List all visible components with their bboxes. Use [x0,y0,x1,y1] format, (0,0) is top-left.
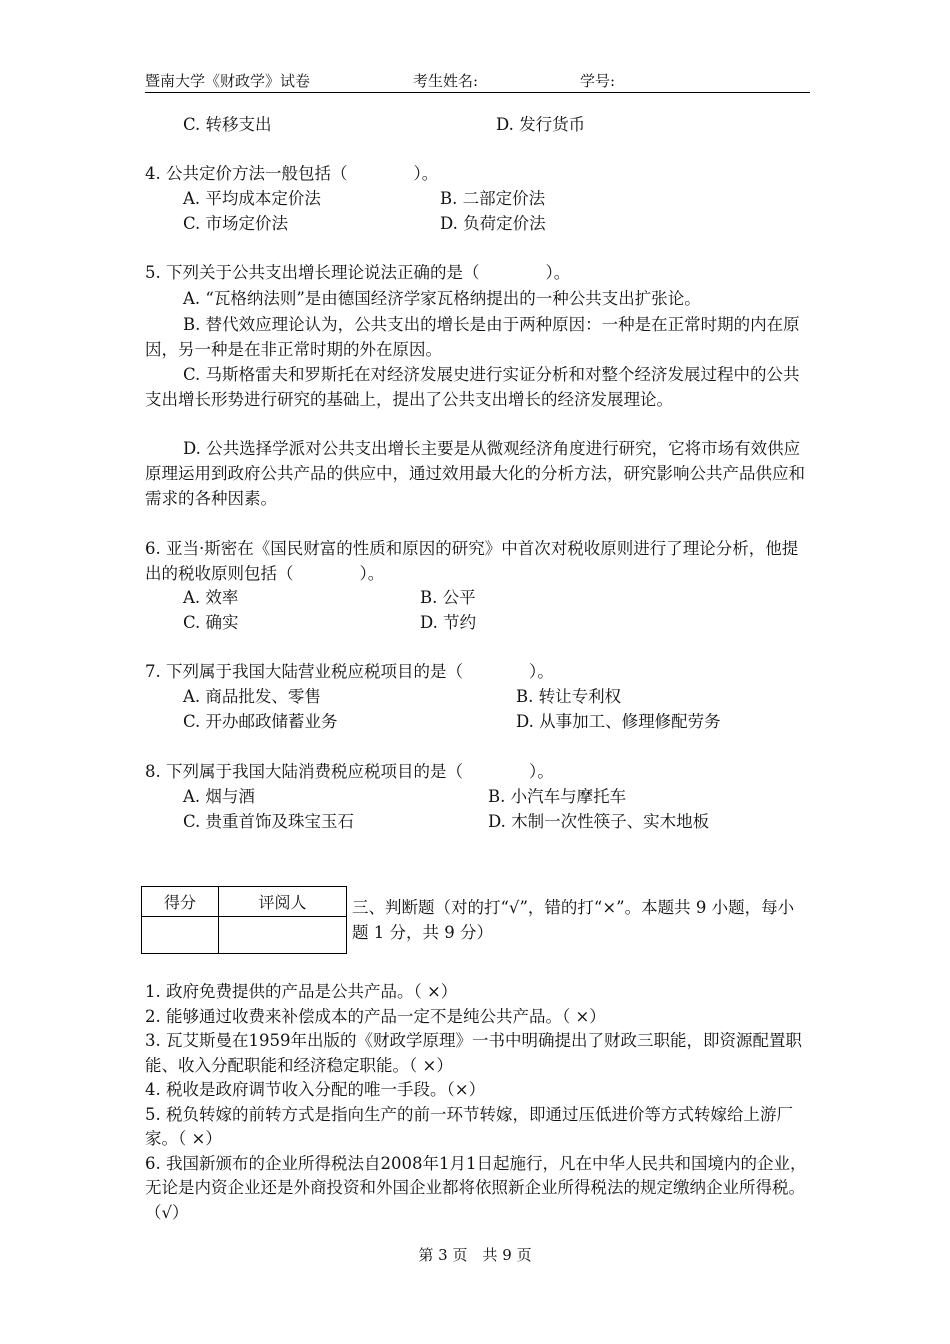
reviewer-header: 评阅人 [219,887,347,917]
page-header [145,70,810,93]
judgement-item-6: 6. 我国新颁布的企业所得税法自2008年1月1日起施行，凡在中华人民共和国境内的企业，无论是内资企业还是外商投资和外国企业都将依照新企业所得税法的规定缴纳企业所得税。（√） [145,1153,807,1222]
q7-option-a: A. 商品批发、零售 [183,687,321,706]
exam-title: 暨南大学《财政学》试卷 [145,72,311,90]
q6-stem: 6. 亚当·斯密在《国民财富的性质和原因的研究》中首次对税收原则进行了理论分析，他提出的税收原则包括（ ）。 [145,539,799,583]
judgement-list [145,980,810,1225]
section-3-title: 三、判断题（对的打“√”，错的打“×”。本题共 9 小题，每小题 1 分，共 9 分） [352,898,795,942]
q5-option-b: B. 替代效应理论认为，公共支出的增长是由于两种原因：一种是在正常时期的内在原因，另一种是在非正常时期的外在原因。 [145,315,800,359]
student-name-label: 考生姓名: [413,72,479,90]
q7-option-b: B. 转让专利权 [516,687,622,706]
q5-option-c: C. 马斯格雷夫和罗斯托在对经济发展史进行实证分析和对整个经济发展过程中的公共支出增长形势进行研究的基础上，提出了公共支出增长的经济发展理论。 [145,365,800,409]
q7-stem: 7. 下列属于我国大陆营业税应税项目的是（ ）。 [145,662,554,681]
judgement-item-4: 4. 税收是政府调节收入分配的唯一手段。（×） [145,1080,486,1099]
score-cell [142,917,219,954]
q3-option-c: C. 转移支出 [183,115,272,134]
student-id-label: 学号: [580,72,616,90]
score-table [141,886,347,954]
q5-option-d: D. 公共选择学派对公共支出增长主要是从微观经济角度进行研究，它将市场有效供应原理运用到政府公共产品的供应中，通过效用最大化的分析方法，研究影响公共产品供应和需求的各种因素。 [145,439,805,508]
judgement-item-3: 3. 瓦艾斯曼在1959年出版的《财政学原理》一书中明确提出了财政三职能，即资源配置职能、收入分配职能和经济稳定职能。（ ×） [145,1031,802,1075]
q4-option-d: D. 负荷定价法 [440,214,546,233]
q4-option-b: B. 二部定价法 [440,189,546,208]
q5-stem: 5. 下列关于公共支出增长理论说法正确的是（ ）。 [145,263,571,282]
q4-stem: 4. 公共定价方法一般包括（ ）。 [145,164,439,183]
q8-option-d: D. 木制一次性筷子、实木地板 [488,812,710,831]
page-number: 第 3 页 共 9 页 [418,1246,532,1264]
q4-option-c: C. 市场定价法 [183,214,289,233]
judgement-item-2: 2. 能够通过收费来补偿成本的产品一定不是纯公共产品。（ ×） [145,1006,606,1026]
score-header: 得分 [142,887,219,917]
reviewer-cell [219,917,347,954]
q6-option-c: C. 确实 [183,613,239,632]
q6-option-d: D. 节约 [420,613,477,632]
q8-option-a: A. 烟与酒 [183,787,255,806]
q7-option-d: D. 从事加工、修理修配劳务 [516,712,721,731]
q8-option-c: C. 贵重首饰及珠宝玉石 [183,812,355,831]
q6-option-a: A. 效率 [183,588,239,607]
judgement-item-5: 5. 税负转嫁的前转方式是指向生产的前一环节转嫁，即通过压低进价等方式转嫁给上游厂家。（ ×） [145,1104,793,1148]
q6-option-b: B. 公平 [420,588,476,607]
q4-option-a: A. 平均成本定价法 [183,189,321,208]
q5-option-a: A. “瓦格纳法则”是由德国经济学家瓦格纳提出的一种公共支出扩张论。 [183,289,701,308]
judgement-item-1: 1. 政府免费提供的产品是公共产品。（ ×） [145,982,458,1001]
q3-option-d: D. 发行货币 [496,115,586,134]
q8-stem: 8. 下列属于我国大陆消费税应税项目的是（ ）。 [145,762,554,781]
q7-option-c: C. 开办邮政储蓄业务 [183,712,338,731]
q8-option-b: B. 小汽车与摩托车 [488,787,627,806]
